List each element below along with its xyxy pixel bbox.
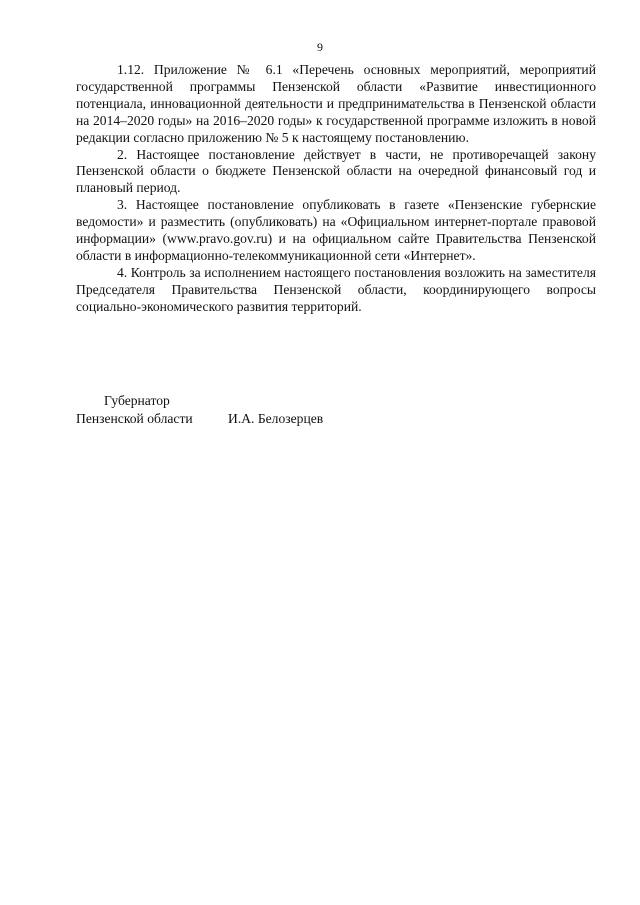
paragraph-1-12: 1.12. Приложение № 6.1 «Перечень основных мероприятий, мероприятий государственной программы Пензенской области «Развитие инвестиционного потенциала, инновационной деятельности и предпринимательства в Пензенской области на 2014–2020 годы» на 2016–2020 годы» к государственной программе изложить в новой редакции согласно приложению № 5 к настоящему постановлению. (76, 62, 596, 145)
signatory-name: И.А. Белозерцев (228, 410, 324, 426)
signatory-title: Губернатор (104, 393, 170, 408)
page-number: 9 (317, 40, 323, 54)
signature-block (76, 392, 323, 427)
paragraph-4: 4. Контроль за исполнением настоящего постановления возложить на заместителя Председателя Правительства Пензенской области, координирующего вопросы социально-экономического развития территорий. (76, 264, 596, 314)
signatory-region: Пензенской области (76, 410, 193, 426)
document-body (76, 62, 596, 316)
paragraph-2: 2. Настоящее постановление действует в части, не противоречащей закону Пензенской области о бюджете Пензенской области на очередной финансовый год и плановый период. (76, 146, 596, 196)
paragraph-3: 3. Настоящее постановление опубликовать в газете «Пензенские губернские ведомости» и разместить (опубликовать) на «Официальном интернет-портале правовой информации» (www.pravo.gov.ru) и на официальном сайте Правительства Пензенской области в информационно-телекоммуникационной сети «Интернет». (76, 197, 596, 263)
signatory-line (76, 410, 323, 428)
